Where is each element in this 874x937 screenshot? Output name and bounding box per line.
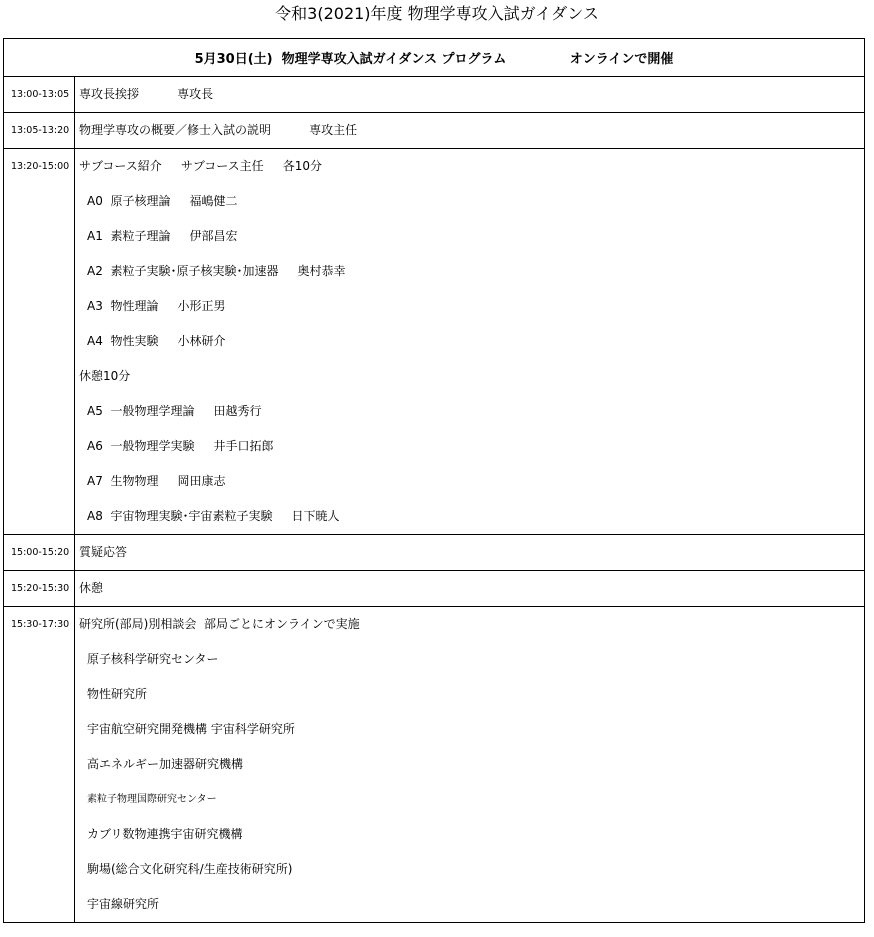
- time-slot: [4, 113, 75, 149]
- agenda-subitem: A4 物性実験 小林研介: [87, 334, 226, 348]
- agenda-subitem: 駒場(総合文化研究科/生産技術研究所): [87, 862, 293, 876]
- schedule-row: [4, 113, 865, 149]
- time-label: 15:30-17:30: [11, 619, 70, 630]
- agenda-content: [75, 77, 865, 113]
- agenda-subitem: 宇宙線研究所: [87, 897, 160, 911]
- schedule-body: [4, 39, 865, 923]
- schedule-row: [4, 571, 865, 607]
- time-slot: [4, 571, 75, 607]
- agenda-subitem: A5 一般物理学理論 田越秀行: [87, 404, 262, 418]
- agenda-item: サブコース紹介 サブコース主任 各10分: [79, 159, 323, 173]
- agenda-subitem: 休憩10分: [79, 369, 131, 383]
- agenda-content: [75, 535, 865, 571]
- time-label: 15:00-15:20: [11, 547, 70, 558]
- time-slot: [4, 149, 75, 535]
- agenda-item: 質疑応答: [79, 545, 128, 559]
- time-label: 13:20-15:00: [11, 161, 70, 172]
- schedule-row: [4, 77, 865, 113]
- agenda-content: [75, 607, 865, 923]
- schedule-row: [4, 607, 865, 923]
- program-header: 5月30日(土) 物理学専攻入試ガイダンス プログラム オンラインで開催: [4, 39, 865, 77]
- agenda-content: [75, 113, 865, 149]
- agenda-content: [75, 571, 865, 607]
- agenda-subitem: カブリ数物連携宇宙研究機構: [87, 827, 243, 841]
- document-title: 令和3(2021)年度 物理学専攻入試ガイダンス: [275, 4, 599, 23]
- program-header-row: [4, 39, 865, 77]
- agenda-subitem: A3 物性理論 小形正男: [87, 299, 226, 313]
- agenda-subitem: A7 生物物理 岡田康志: [87, 474, 226, 488]
- time-label: 13:00-13:05: [11, 89, 70, 100]
- schedule-row: [4, 535, 865, 571]
- schedule-row: [4, 149, 865, 535]
- time-slot: [4, 607, 75, 923]
- agenda-item: 休憩: [79, 581, 104, 595]
- agenda-item: 専攻長挨拶 専攻長: [79, 87, 214, 101]
- agenda-content: [75, 149, 865, 535]
- agenda-subitem: A6 一般物理学実験 井手口拓郎: [87, 439, 274, 453]
- agenda-subitem: 宇宙航空研究開発機構 宇宙科学研究所: [87, 722, 295, 736]
- agenda-subitem: A0 原子核理論 福嶋健二: [87, 194, 238, 208]
- agenda-subitem: A1 素粒子理論 伊部昌宏: [87, 229, 238, 243]
- time-label: 15:20-15:30: [11, 583, 70, 594]
- time-slot: [4, 535, 75, 571]
- agenda-item: 研究所(部局)別相談会 部局ごとにオンラインで実施: [79, 617, 360, 631]
- agenda-subitem: 物性研究所: [87, 687, 148, 701]
- agenda-item: 物理学専攻の概要／修士入試の説明 専攻主任: [79, 123, 358, 137]
- time-slot: [4, 77, 75, 113]
- schedule-table: [3, 38, 865, 923]
- agenda-subitem: A8 宇宙物理実験･宇宙素粒子実験 日下暁人: [87, 509, 340, 523]
- agenda-subitem: 高エネルギー加速器研究機構: [87, 757, 244, 771]
- agenda-subitem: 素粒子物理国際研究センター: [87, 794, 217, 805]
- agenda-subitem: A2 素粒子実験･原子核実験･加速器 奥村恭幸: [87, 264, 346, 278]
- agenda-subitem: 原子核科学研究センター: [87, 652, 219, 666]
- time-label: 13:05-13:20: [11, 125, 70, 136]
